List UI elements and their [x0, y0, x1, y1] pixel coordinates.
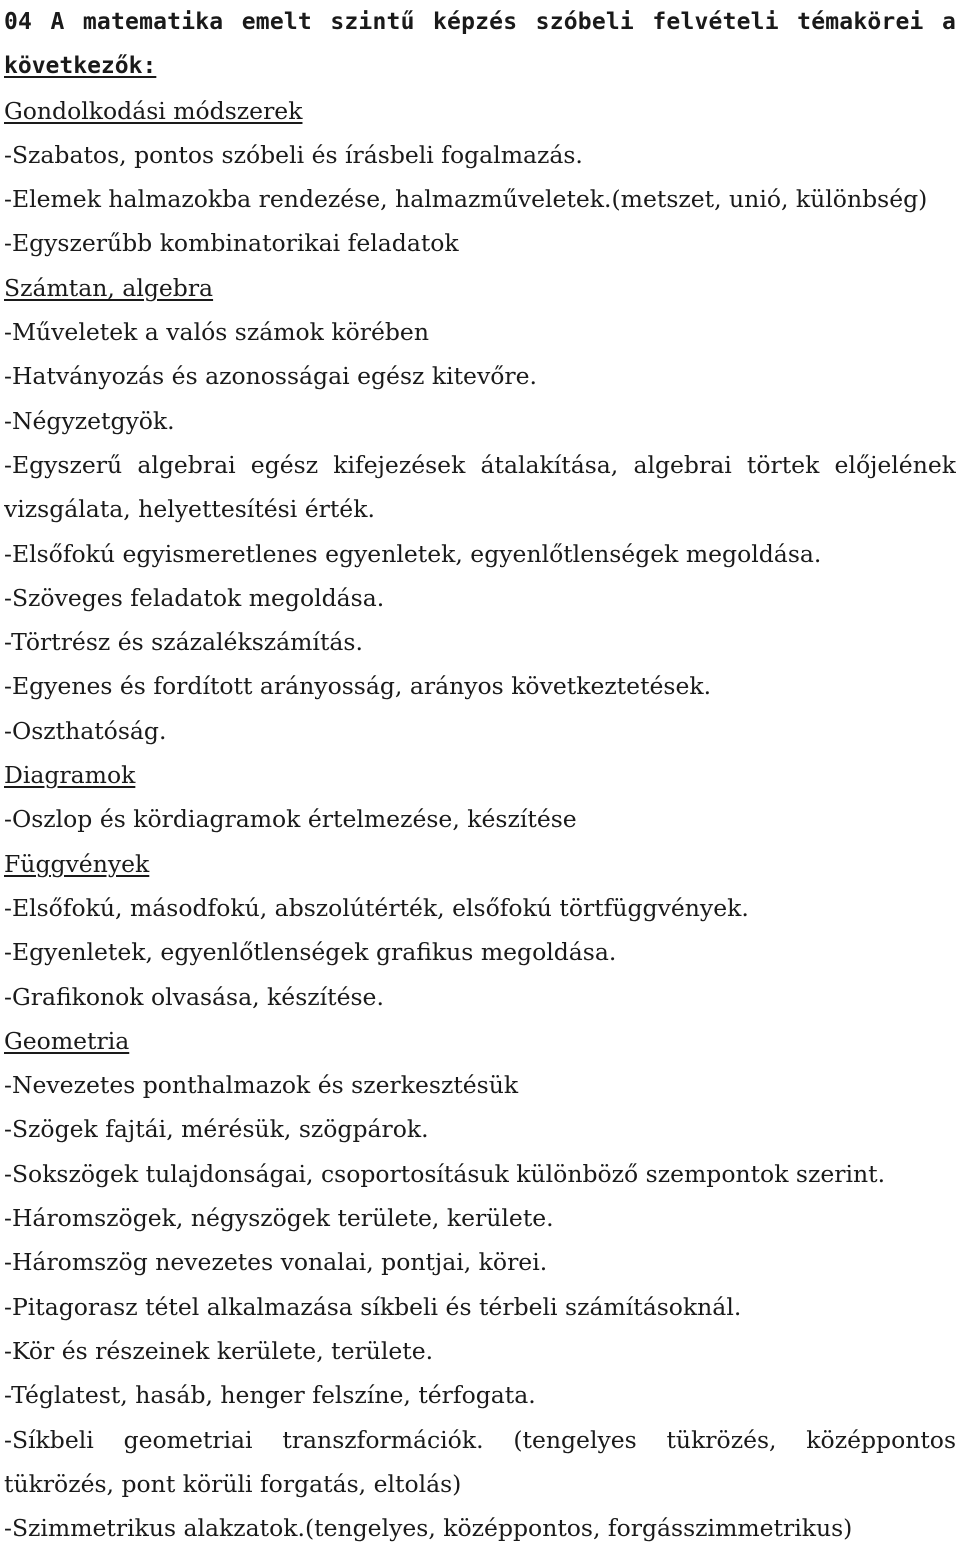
section-heading-geometria: Geometria — [4, 1026, 130, 1055]
list-item: -Elemek halmazokba rendezése, halmazműveletek.(metszet, unió, különbség) — [4, 185, 928, 214]
list-item: -Elsőfokú, másodfokú, abszolútérték, elsőfokú törtfüggvények. — [4, 893, 749, 922]
section-heading-diagramok: Diagramok — [4, 761, 136, 790]
document-title-line-1: 04 A matematika emelt szintű képzés szóbeli felvételi témakörei a — [4, 9, 956, 35]
list-item: -Kör és részeinek kerülete, területe. — [4, 1336, 434, 1365]
list-item: -Grafikonok olvasása, készítése. — [4, 982, 384, 1011]
list-item: -Oszlop és kördiagramok értelmezése, készítése — [4, 805, 577, 834]
list-item: -Oszthatóság. — [4, 716, 167, 745]
list-item-continuation: vizsgálata, helyettesítési érték. — [4, 495, 375, 524]
list-item: -Nevezetes ponthalmazok és szerkesztésük — [4, 1071, 519, 1100]
list-item: -Műveletek a valós számok körében — [4, 318, 429, 347]
list-item: -Háromszögek, négyszögek területe, kerülete. — [4, 1204, 554, 1233]
list-item: -Szögek fajtái, mérésük, szögpárok. — [4, 1115, 429, 1144]
list-item: -Egyszerű algebrai egész kifejezések átalakítása, algebrai törtek előjelének — [4, 450, 956, 479]
list-item: -Pitagorasz tétel alkalmazása síkbeli és térbeli számításoknál. — [4, 1292, 742, 1321]
list-item: -Szöveges feladatok megoldása. — [4, 583, 385, 612]
section-heading-gondolkodasi: Gondolkodási módszerek — [4, 96, 303, 125]
list-item: -Hatványozás és azonosságai egész kitevőre. — [4, 362, 537, 391]
section-heading-szamtan: Számtan, algebra — [4, 273, 214, 302]
list-item: -Szabatos, pontos szóbeli és írásbeli fogalmazás. — [4, 140, 583, 169]
list-item: -Síkbeli geometriai transzformációk. (tengelyes tükrözés, középpontos — [4, 1425, 956, 1454]
list-item-continuation: tükrözés, pont körüli forgatás, eltolás) — [4, 1469, 462, 1498]
list-item: -Sokszögek tulajdonságai, csoportosításuk különböző szempontok szerint. — [4, 1159, 886, 1188]
list-item: -Egyenletek, egyenlőtlenségek grafikus megoldása. — [4, 938, 617, 967]
list-item: -Egyenes és fordított arányosság, arányos következtetések. — [4, 672, 712, 701]
list-item: -Szimmetrikus alakzatok.(tengelyes, középpontos, forgásszimmetrikus) — [4, 1514, 853, 1543]
list-item: -Háromszög nevezetes vonalai, pontjai, körei. — [4, 1248, 548, 1277]
section-heading-fuggvenyek: Függvények — [4, 849, 150, 878]
list-item: -Egyszerűbb kombinatorikai feladatok — [4, 229, 459, 258]
list-item: -Négyzetgyök. — [4, 406, 175, 435]
list-item: -Elsőfokú egyismeretlenes egyenletek, egyenlőtlenségek megoldása. — [4, 539, 822, 568]
list-item: -Törtrész és százalékszámítás. — [4, 628, 363, 657]
document-page — [4, 0, 956, 1550]
list-item: -Téglatest, hasáb, henger felszíne, térfogata. — [4, 1381, 536, 1410]
document-title-line-2: következők: — [4, 53, 157, 80]
